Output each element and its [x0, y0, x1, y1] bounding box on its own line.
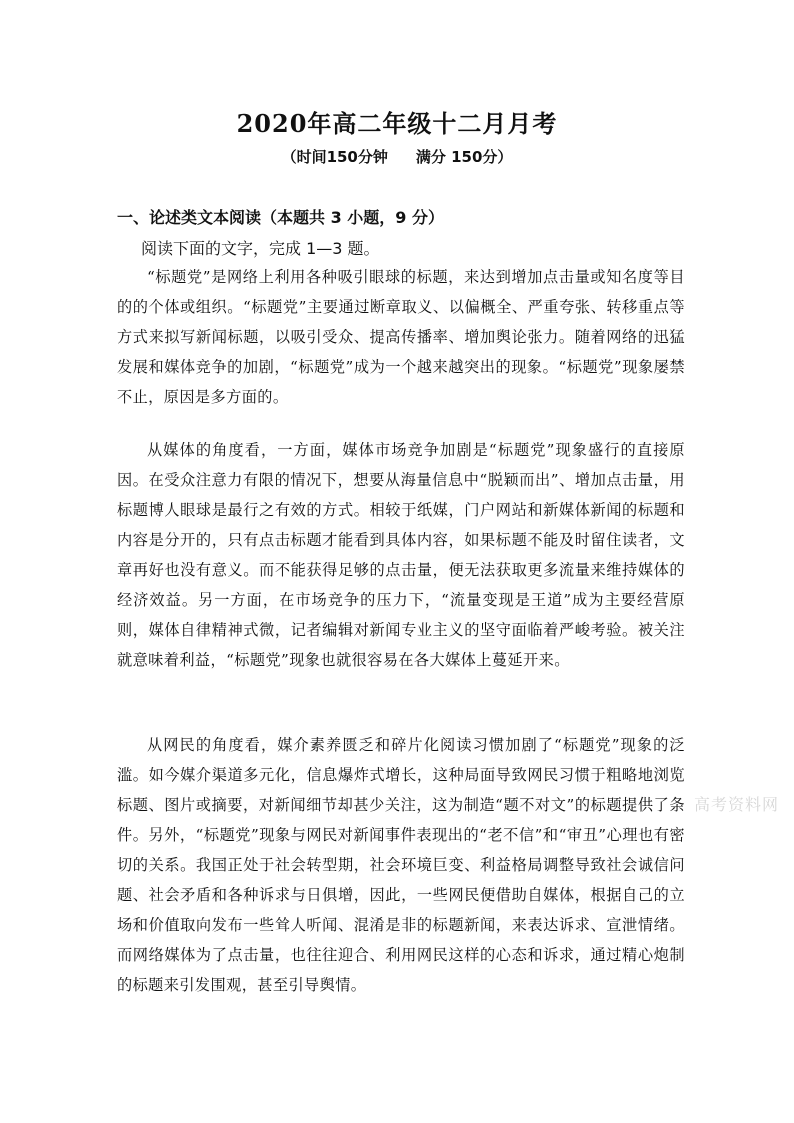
- section-heading: 一、论述类文本阅读（本题共 3 小题，9 分）: [117, 208, 444, 227]
- reading-instruction: 阅读下面的文字，完成 1—3 题。: [141, 239, 380, 258]
- watermark-text: 高考资料网: [694, 795, 780, 814]
- article-paragraph-1: “标题党”是网络上利用各种吸引眼球的标题，来达到增加点击量或知名度等目的的个体或组织。“标题党”主要通过断章取义、以偏概全、严重夸张、转移重点等方式来拟写新闻标题，以吸引受众、提高传播率、增加舆论张力。随着网络的迅猛发展和媒体竞争的加剧，“标题党”成为一个越来越突出的现象。“标题党”现象屡禁不止，原因是多方面的。: [117, 268, 685, 406]
- exam-score-label: 满分 150分）: [415, 148, 513, 166]
- exam-title: 2020年高二年级十二月月考: [236, 109, 558, 138]
- article-paragraph-3: 从网民的角度看，媒介素养匮乏和碎片化阅读习惯加剧了“标题党”现象的泛滥。如今媒介渠道多元化，信息爆炸式增长，这种局面导致网民习惯于粗略地浏览标题、图片或摘要，对新闻细节却甚少关注，这为制造“题不对文”的标题提供了条件。另外，“标题党”现象与网民对新闻事件表现出的“老不信”和“审丑”心理也有密切的关系。我国正处于社会转型期，社会环境巨变、利益格局调整导致社会诚信问题、社会矛盾和各种诉求与日俱增，因此，一些网民便借助自媒体，根据自己的立场和价值取向发布一些耸人听闻、混淆是非的标题新闻，来表达诉求、宣泄情绪。而网络媒体为了点击量，也往往迎合、利用网民这样的心态和诉求，通过精心炮制的标题来引发围观，甚至引导舆情。: [117, 736, 685, 994]
- exam-subtitle: [0, 146, 794, 167]
- article-paragraph-2: 从媒体的角度看，一方面，媒体市场竞争加剧是“标题党”现象盛行的直接原因。在受众注意力有限的情况下，想要从海量信息中“脱颖而出”、增加点击量，用标题博人眼球是最行之有效的方式。相较于纸媒，门户网站和新媒体新闻的标题和内容是分开的，只有点击标题才能看到具体内容，如果标题不能及时留住读者，文章再好也没有意义。而不能获得足够的点击量，便无法获取更多流量来维持媒体的经济效益。另一方面，在市场竞争的压力下，“流量变现是王道”成为主要经营原则，媒体自律精神式微，记者编辑对新闻专业主义的坚守面临着严峻考验。被关注就意味着利益，“标题党”现象也就很容易在各大媒体上蔓延开来。: [117, 441, 685, 669]
- exam-time-label: （时间150分钟: [281, 148, 388, 166]
